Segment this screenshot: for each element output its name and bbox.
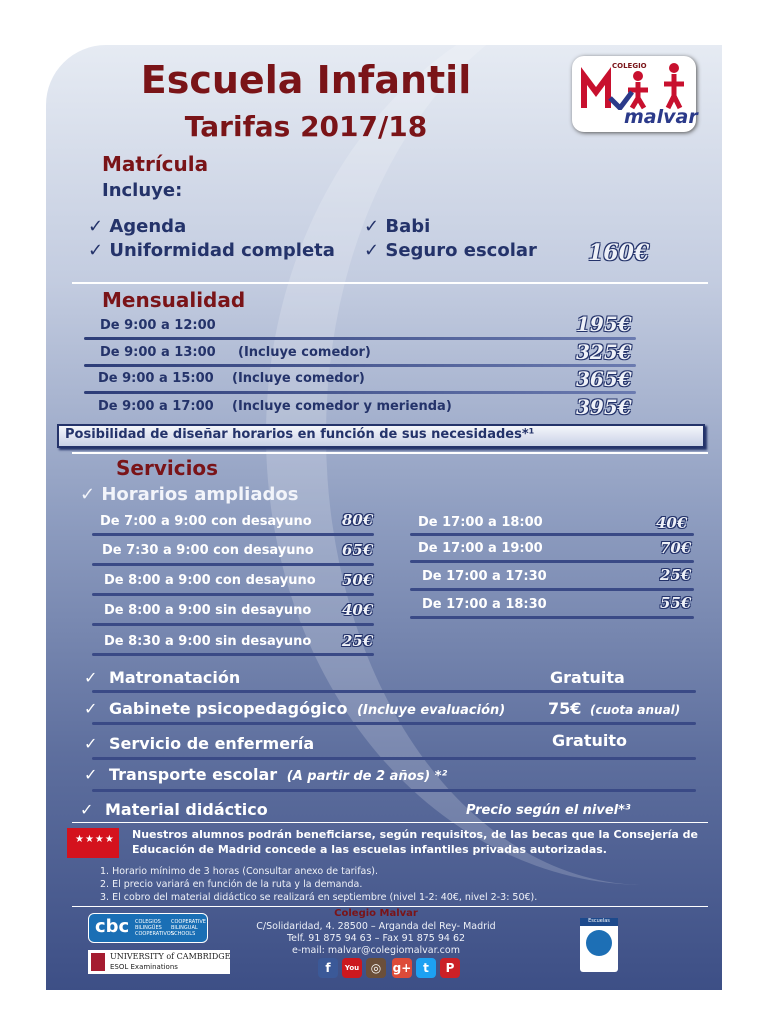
row-underline [92, 690, 696, 693]
row-underline [92, 757, 696, 760]
divider [72, 822, 708, 823]
service-value: 75€ [548, 699, 582, 718]
google-plus-icon[interactable]: g+ [392, 958, 412, 978]
service-name: Gabinete psicopedagógico [108, 699, 348, 718]
morning-label: De 8:30 a 9:00 sin desayuno [104, 634, 312, 649]
mensualidad-note: (Incluye comedor) [238, 345, 371, 360]
check-icon: ✓ [80, 800, 94, 819]
footnote: 3. El cobro del material didáctico se realizará en septiembre (nivel 1-2: 40€, nivel 2-3: 50€). [100, 892, 538, 903]
cbc-text: COOPERATIVE BILINGUAL SCHOOLS [171, 919, 206, 937]
banner-text: Posibilidad de diseñar horarios en función de sus necesidades*¹ [65, 427, 535, 442]
divider [72, 282, 708, 284]
page-title: Escuela Infantil [140, 58, 472, 102]
morning-label: De 8:00 a 9:00 sin desayuno [104, 603, 312, 618]
morning-label: De 8:00 a 9:00 con desayuno [104, 573, 316, 588]
evening-label: De 17:00 a 18:30 [422, 597, 547, 612]
row-underline [410, 616, 694, 619]
check-icon: ✓ [84, 765, 98, 784]
service-item-transporte [84, 765, 447, 784]
row-underline [92, 722, 696, 725]
morning-label: De 7:30 a 9:00 con desayuno [102, 543, 314, 558]
row-underline [84, 364, 636, 367]
check-icon: ✓ [84, 734, 98, 753]
escuelas-badge [580, 918, 618, 972]
evening-price: 70€ [660, 539, 692, 557]
evening-price: 40€ [656, 514, 688, 532]
evening-price: 55€ [660, 594, 692, 612]
service-item-enfermeria [84, 734, 314, 753]
row-underline [92, 533, 374, 536]
cbc-logo: cbc [95, 916, 130, 937]
matricula-price: 160€ [588, 240, 650, 266]
service-item-matronatacion [84, 668, 240, 687]
madrid-flag-icon [67, 828, 119, 858]
row-underline [92, 593, 374, 596]
cbc-text: COLEGIOS BILINGÜES COOPERATIVOS [135, 919, 174, 937]
evening-price: 25€ [660, 566, 692, 584]
service-item-gabinete [84, 699, 505, 718]
row-underline [410, 588, 694, 591]
becas-line: Nuestros alumnos podrán beneficiarse, según requisitos, de las becas que la Consejería de [132, 828, 698, 841]
pinterest-icon[interactable]: P [440, 958, 460, 978]
twitter-icon[interactable]: t [416, 958, 436, 978]
row-underline [84, 337, 636, 340]
page-subtitle: Tarifas 2017/18 [184, 110, 428, 143]
row-underline [92, 623, 374, 626]
youtube-icon[interactable]: You [342, 958, 362, 978]
row-underline [410, 560, 694, 563]
contact-name: Colegio Malvar [334, 908, 418, 919]
instagram-icon[interactable]: ◎ [366, 958, 386, 978]
check-icon: ✓ [84, 699, 98, 718]
matricula-heading: Matrícula [102, 152, 209, 176]
morning-price: 65€ [342, 541, 374, 559]
mensualidad-time: De 9:00 a 17:00 [98, 399, 214, 414]
service-note: (A partir de 2 años) *² [286, 769, 448, 784]
check-icon: ✓ [84, 668, 98, 687]
mensualidad-heading: Mensualidad [102, 288, 246, 312]
facebook-icon[interactable]: f [318, 958, 338, 978]
school-logo [572, 56, 696, 132]
service-name: Matronatación [108, 668, 241, 687]
cambridge-text: ESOL Examinations [110, 963, 178, 971]
servicios-heading: Servicios [116, 456, 219, 480]
mensualidad-time: De 9:00 a 15:00 [98, 371, 214, 386]
evening-label: De 17:00 a 17:30 [422, 569, 547, 584]
divider [72, 906, 708, 907]
mensualidad-note: (Incluye comedor) [232, 371, 365, 386]
divider [72, 452, 708, 454]
service-value: Gratuito [552, 731, 627, 750]
row-underline [84, 391, 636, 394]
cbc-badge [88, 913, 208, 943]
row-underline [92, 789, 696, 792]
cambridge-badge [88, 950, 230, 974]
row-underline [92, 563, 374, 566]
service-value-note: (cuota anual) [589, 703, 681, 717]
matricula-item: ✓ Uniformidad completa [88, 240, 335, 261]
contact-address: C/Solidaridad, 4. 28500 – Arganda del Rey- Madrid [256, 921, 496, 932]
morning-price: 40€ [342, 601, 374, 619]
evening-label: De 17:00 a 19:00 [418, 541, 543, 556]
service-value-gabinete [548, 699, 680, 718]
evening-label: De 17:00 a 18:00 [418, 515, 543, 530]
mensualidad-note: (Incluye comedor y merienda) [232, 399, 452, 414]
morning-label: De 7:00 a 9:00 con desayuno [100, 514, 312, 529]
mensualidad-price: 395€ [576, 395, 632, 419]
service-name: Servicio de enfermería [108, 734, 315, 753]
service-note: (Incluye evaluación) [357, 703, 506, 718]
service-name: Transporte escolar [108, 765, 278, 784]
logo-figure-icon [580, 62, 620, 108]
row-underline [410, 533, 694, 536]
morning-price: 50€ [342, 571, 374, 589]
flag-stars: ★★★★ [75, 834, 115, 845]
contact-phone: Telf. 91 875 94 63 – Fax 91 875 94 62 [286, 933, 466, 944]
row-underline [92, 653, 374, 656]
mensualidad-price: 365€ [576, 367, 632, 391]
service-value: Precio según el nivel*³ [466, 803, 631, 818]
cambridge-crest-icon [91, 953, 105, 971]
escuelas-text: Escuelas [580, 918, 618, 926]
horarios-ampliados: ✓ Horarios ampliados [80, 484, 299, 505]
mensualidad-price: 325€ [576, 340, 632, 364]
footnote: 1. Horario mínimo de 3 horas (Consultar anexo de tarifas). [100, 866, 379, 877]
mensualidad-price: 195€ [576, 312, 632, 336]
morning-price: 80€ [342, 511, 374, 529]
matricula-item: ✓ Babi [364, 216, 431, 237]
matricula-item: ✓ Seguro escolar [364, 240, 537, 261]
logo-small-text: COLEGIO [612, 62, 647, 70]
morning-price: 25€ [342, 632, 374, 650]
matricula-includes: Incluye: [102, 180, 183, 201]
cambridge-text: UNIVERSITY of CAMBRIDGE [110, 952, 231, 961]
service-value: Gratuita [550, 668, 625, 687]
mensualidad-time: De 9:00 a 12:00 [100, 318, 216, 333]
footnote: 2. El precio variará en función de la ruta y la demanda. [100, 879, 363, 890]
contact-email[interactable]: e-mail: malvar@colegiomalvar.com [292, 945, 460, 956]
becas-line: Educación de Madrid concede a las escuelas infantiles privadas autorizadas. [132, 843, 607, 856]
escuelas-globe-icon [586, 930, 612, 956]
service-name: Material didáctico [104, 800, 268, 819]
mensualidad-time: De 9:00 a 13:00 [100, 345, 216, 360]
service-item-material [80, 800, 268, 819]
matricula-item: ✓ Agenda [88, 216, 187, 237]
horarios-banner [57, 424, 705, 448]
logo-name: malvar [624, 106, 698, 128]
